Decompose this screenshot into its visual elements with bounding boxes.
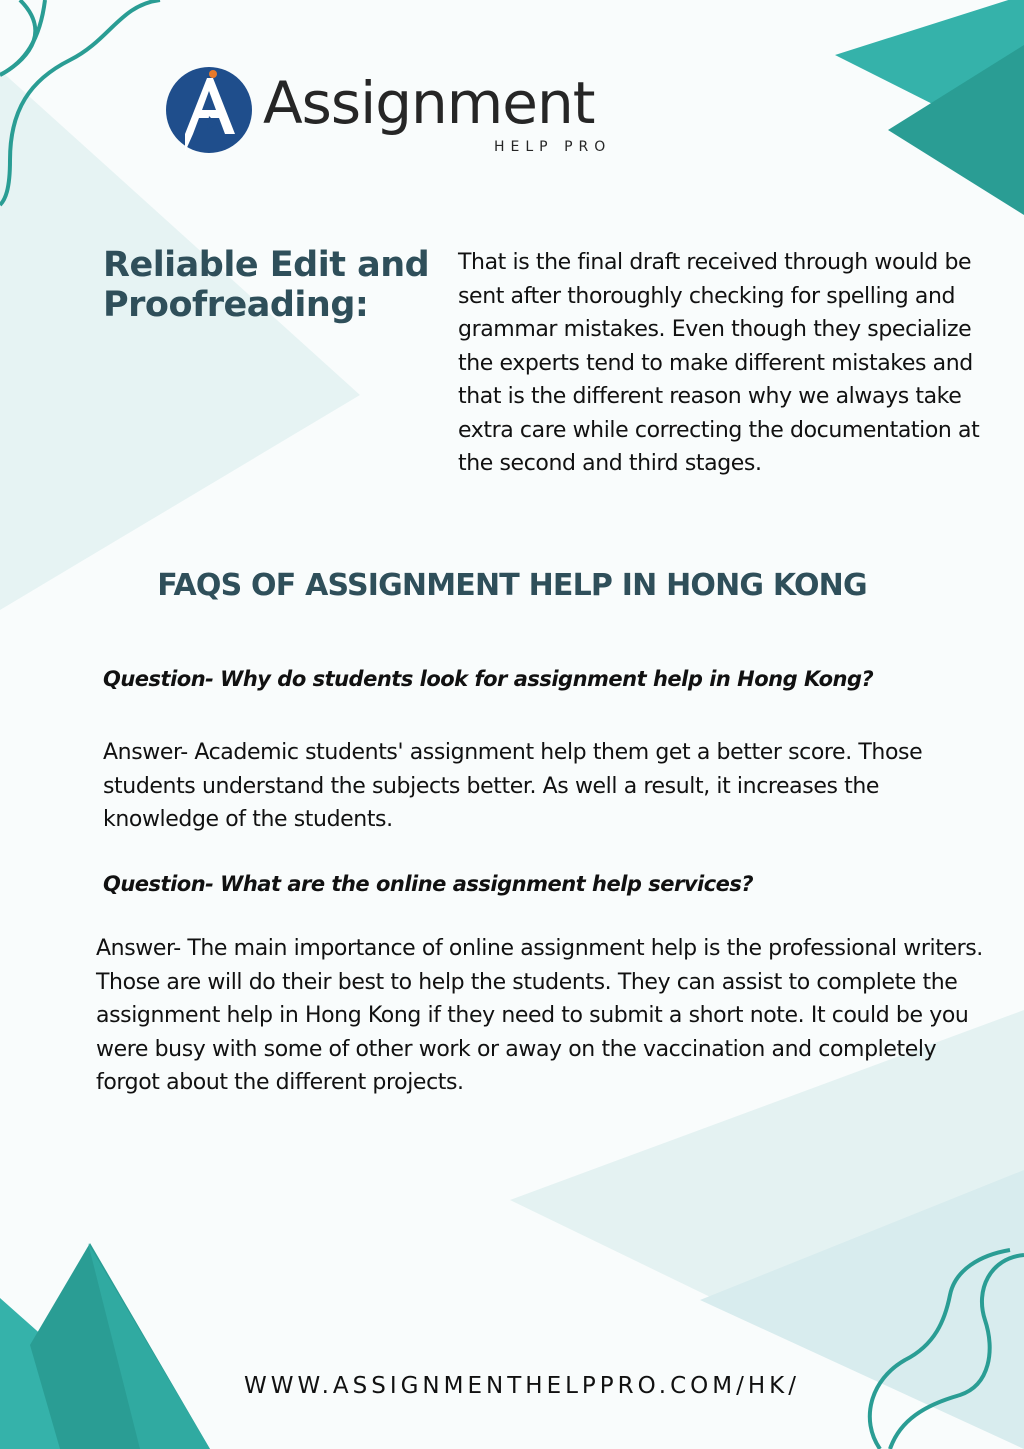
faq-question-1: Question- Why do students look for assignment help in Hong Kong? [103,667,874,691]
wave-line-top-left-2 [0,0,45,75]
faq-question-2: Question- What are the online assignment help services? [103,872,754,896]
section-heading: Reliable Edit and Proofreading: [103,245,430,325]
brand-logo [163,64,643,164]
faq-answer-1: Answer- Academic students' assignment help them get a better score. Those students understand the subjects better. As well a result, it increases the knowledge of the students. [103,740,923,832]
logo-badge-icon [163,64,255,156]
faq-answer-2: Answer- The main importance of online assignment help is the professional writers. Those are will do their best to help the students. They can assist to complete the assignment help in Hong Kong if they need to submit a short note. It could be you were busy with some of other work or away on the vaccination and completely forgot about the different projects. [96,936,983,1095]
footer-website-link[interactable]: WWW.ASSIGNMENTHELPPRO.COM/HK/ [244,1373,800,1399]
logo-wordmark: Assignment [263,69,595,137]
logo-tagline: HELP PRO [494,139,612,155]
section-body-text: That is the final draft received through would be sent after thoroughly checking for spelling and grammar mistakes. Even though they specialize the experts tend to make different mistakes and that is the different reason why we always take extra care while correcting the documentation at the second and third stages. [458,250,980,476]
faq-title: FAQS OF ASSIGNMENT HELP IN HONG KONG [157,568,867,603]
